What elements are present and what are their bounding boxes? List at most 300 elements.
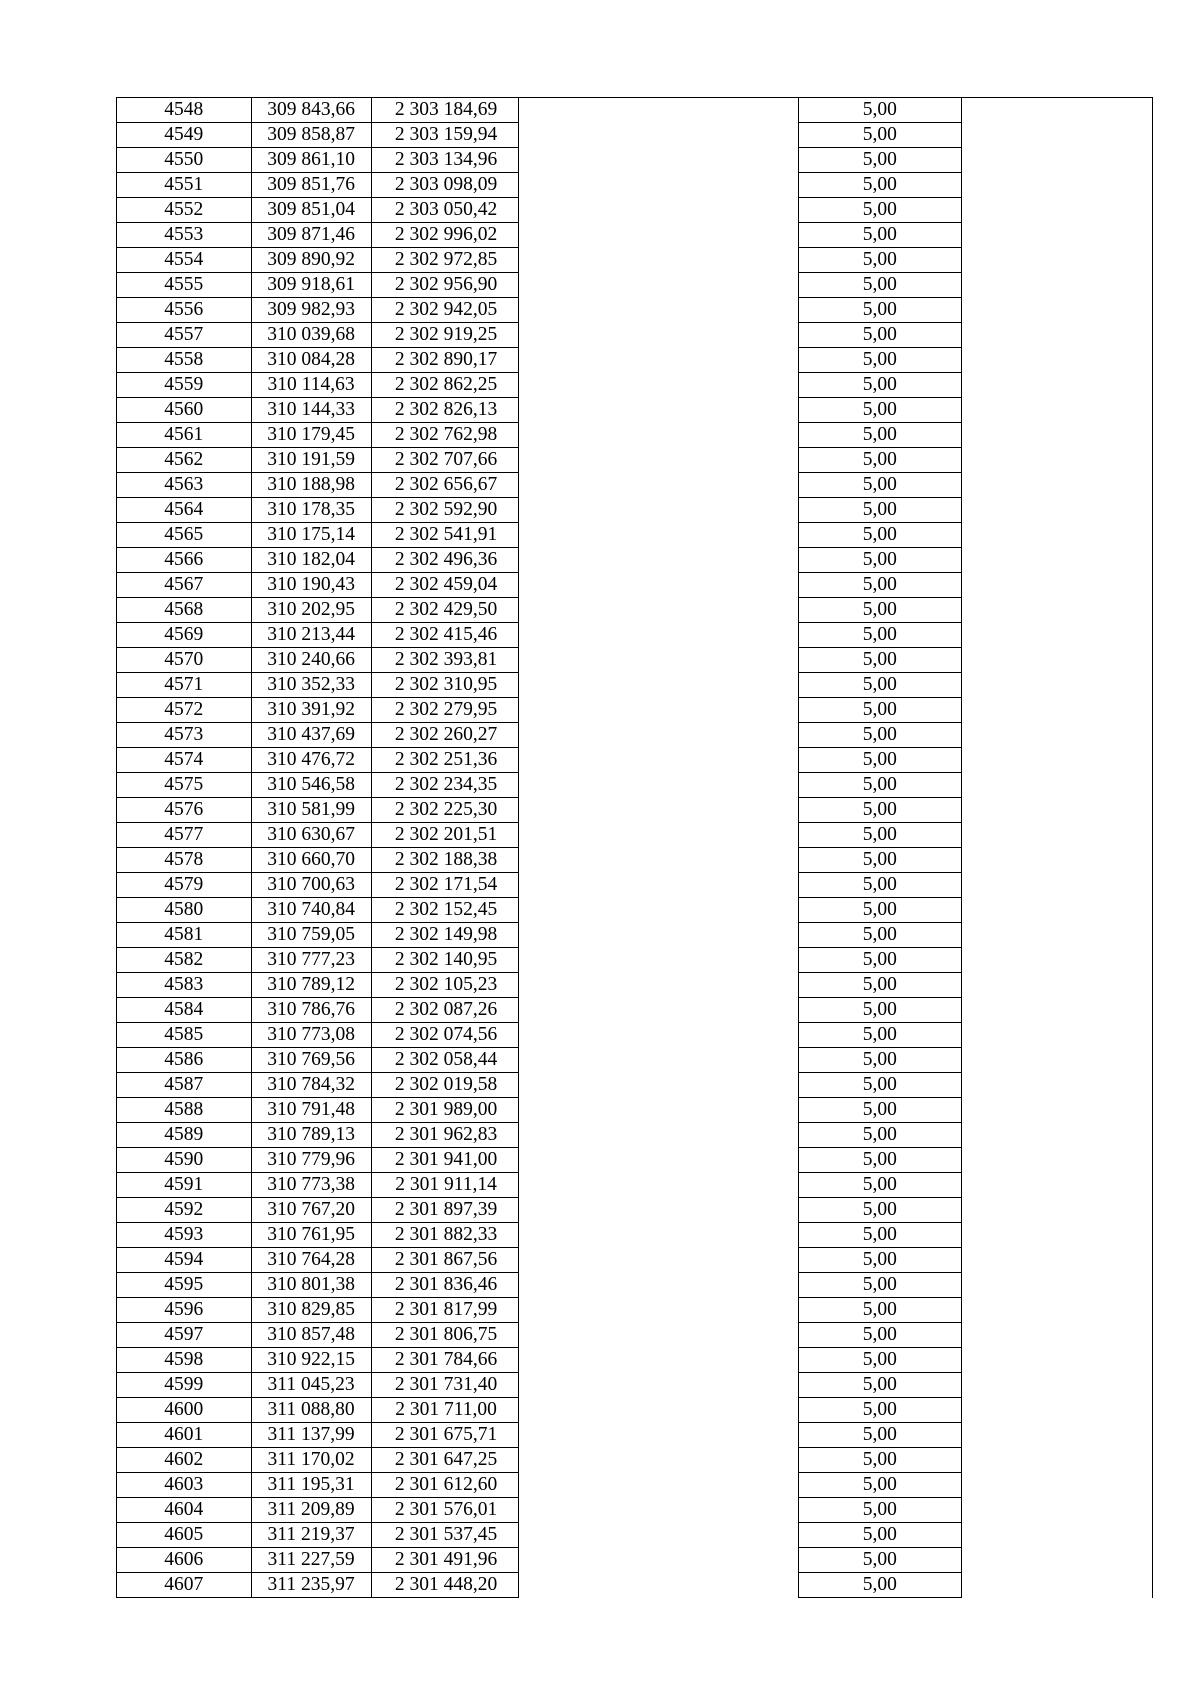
x-coordinate-cell: 310 039,68 xyxy=(251,323,371,348)
y-coordinate-cell: 2 301 784,66 xyxy=(371,1348,519,1373)
empty-cell xyxy=(519,173,798,198)
accuracy-value-cell: 5,00 xyxy=(798,448,961,473)
y-coordinate-cell: 2 303 159,94 xyxy=(371,123,519,148)
empty-cell xyxy=(519,623,798,648)
empty-cell xyxy=(961,173,1152,198)
point-number-cell: 4595 xyxy=(117,1273,252,1298)
x-coordinate-cell: 310 700,63 xyxy=(251,873,371,898)
point-number-cell: 4577 xyxy=(117,823,252,848)
x-coordinate-cell: 310 761,95 xyxy=(251,1223,371,1248)
table-row xyxy=(117,1298,1153,1323)
empty-cell xyxy=(519,1448,798,1473)
x-coordinate-cell: 310 546,58 xyxy=(251,773,371,798)
empty-cell xyxy=(961,98,1152,123)
empty-cell xyxy=(961,923,1152,948)
x-coordinate-cell: 309 858,87 xyxy=(251,123,371,148)
y-coordinate-cell: 2 302 019,58 xyxy=(371,1073,519,1098)
table-row xyxy=(117,548,1153,573)
table-row xyxy=(117,623,1153,648)
y-coordinate-cell: 2 302 149,98 xyxy=(371,923,519,948)
x-coordinate-cell: 310 188,98 xyxy=(251,473,371,498)
point-number-cell: 4565 xyxy=(117,523,252,548)
table-row xyxy=(117,1123,1153,1148)
x-coordinate-cell: 310 476,72 xyxy=(251,748,371,773)
empty-cell xyxy=(961,1423,1152,1448)
point-number-cell: 4588 xyxy=(117,1098,252,1123)
point-number-cell: 4563 xyxy=(117,473,252,498)
table-row xyxy=(117,673,1153,698)
x-coordinate-cell: 310 764,28 xyxy=(251,1248,371,1273)
table-row xyxy=(117,448,1153,473)
y-coordinate-cell: 2 301 817,99 xyxy=(371,1298,519,1323)
y-coordinate-cell: 2 301 989,00 xyxy=(371,1098,519,1123)
y-coordinate-cell: 2 302 707,66 xyxy=(371,448,519,473)
table-row xyxy=(117,773,1153,798)
empty-cell xyxy=(519,923,798,948)
y-coordinate-cell: 2 303 184,69 xyxy=(371,98,519,123)
x-coordinate-cell: 310 660,70 xyxy=(251,848,371,873)
point-number-cell: 4591 xyxy=(117,1173,252,1198)
empty-cell xyxy=(519,598,798,623)
y-coordinate-cell: 2 301 576,01 xyxy=(371,1498,519,1523)
point-number-cell: 4594 xyxy=(117,1248,252,1273)
table-row xyxy=(117,1198,1153,1223)
table-row xyxy=(117,398,1153,423)
y-coordinate-cell: 2 301 882,33 xyxy=(371,1223,519,1248)
accuracy-value-cell: 5,00 xyxy=(798,223,961,248)
empty-cell xyxy=(961,1223,1152,1248)
x-coordinate-cell: 310 240,66 xyxy=(251,648,371,673)
accuracy-value-cell: 5,00 xyxy=(798,1373,961,1398)
point-number-cell: 4579 xyxy=(117,873,252,898)
x-coordinate-cell: 310 829,85 xyxy=(251,1298,371,1323)
accuracy-value-cell: 5,00 xyxy=(798,1448,961,1473)
table-row xyxy=(117,1523,1153,1548)
accuracy-value-cell: 5,00 xyxy=(798,1098,961,1123)
x-coordinate-cell: 311 227,59 xyxy=(251,1548,371,1573)
empty-cell xyxy=(519,223,798,248)
table-row xyxy=(117,248,1153,273)
empty-cell xyxy=(519,473,798,498)
point-number-cell: 4570 xyxy=(117,648,252,673)
table-row xyxy=(117,923,1153,948)
empty-cell xyxy=(519,198,798,223)
y-coordinate-cell: 2 302 074,56 xyxy=(371,1023,519,1048)
x-coordinate-cell: 309 982,93 xyxy=(251,298,371,323)
empty-cell xyxy=(961,1523,1152,1548)
empty-cell xyxy=(519,1498,798,1523)
accuracy-value-cell: 5,00 xyxy=(798,1523,961,1548)
x-coordinate-cell: 309 918,61 xyxy=(251,273,371,298)
empty-cell xyxy=(519,648,798,673)
accuracy-value-cell: 5,00 xyxy=(798,1323,961,1348)
empty-cell xyxy=(961,898,1152,923)
empty-cell xyxy=(961,498,1152,523)
empty-cell xyxy=(961,373,1152,398)
accuracy-value-cell: 5,00 xyxy=(798,723,961,748)
accuracy-value-cell: 5,00 xyxy=(798,848,961,873)
y-coordinate-cell: 2 302 656,67 xyxy=(371,473,519,498)
accuracy-value-cell: 5,00 xyxy=(798,523,961,548)
y-coordinate-cell: 2 302 393,81 xyxy=(371,648,519,673)
empty-cell xyxy=(519,1048,798,1073)
empty-cell xyxy=(961,398,1152,423)
point-number-cell: 4549 xyxy=(117,123,252,148)
empty-cell xyxy=(961,223,1152,248)
empty-cell xyxy=(961,723,1152,748)
empty-cell xyxy=(961,1473,1152,1498)
point-number-cell: 4574 xyxy=(117,748,252,773)
accuracy-value-cell: 5,00 xyxy=(798,1173,961,1198)
accuracy-value-cell: 5,00 xyxy=(798,473,961,498)
empty-cell xyxy=(519,298,798,323)
point-number-cell: 4572 xyxy=(117,698,252,723)
y-coordinate-cell: 2 302 251,36 xyxy=(371,748,519,773)
empty-cell xyxy=(961,1098,1152,1123)
point-number-cell: 4569 xyxy=(117,623,252,648)
x-coordinate-cell: 310 789,12 xyxy=(251,973,371,998)
empty-cell xyxy=(519,748,798,773)
y-coordinate-cell: 2 302 459,04 xyxy=(371,573,519,598)
table-row xyxy=(117,573,1153,598)
accuracy-value-cell: 5,00 xyxy=(798,173,961,198)
empty-cell xyxy=(961,1123,1152,1148)
x-coordinate-cell: 310 191,59 xyxy=(251,448,371,473)
table-row xyxy=(117,148,1153,173)
x-coordinate-cell: 311 235,97 xyxy=(251,1573,371,1598)
y-coordinate-cell: 2 302 592,90 xyxy=(371,498,519,523)
empty-cell xyxy=(519,1573,798,1598)
point-number-cell: 4605 xyxy=(117,1523,252,1548)
x-coordinate-cell: 310 779,96 xyxy=(251,1148,371,1173)
empty-cell xyxy=(961,798,1152,823)
accuracy-value-cell: 5,00 xyxy=(798,748,961,773)
empty-cell xyxy=(519,1473,798,1498)
y-coordinate-cell: 2 302 429,50 xyxy=(371,598,519,623)
empty-cell xyxy=(519,398,798,423)
empty-cell xyxy=(519,1348,798,1373)
y-coordinate-cell: 2 301 491,96 xyxy=(371,1548,519,1573)
accuracy-value-cell: 5,00 xyxy=(798,948,961,973)
accuracy-value-cell: 5,00 xyxy=(798,248,961,273)
accuracy-value-cell: 5,00 xyxy=(798,1548,961,1573)
empty-cell xyxy=(519,798,798,823)
accuracy-value-cell: 5,00 xyxy=(798,1148,961,1173)
empty-cell xyxy=(519,1173,798,1198)
y-coordinate-cell: 2 302 058,44 xyxy=(371,1048,519,1073)
table-row xyxy=(117,1173,1153,1198)
x-coordinate-cell: 311 045,23 xyxy=(251,1373,371,1398)
point-number-cell: 4580 xyxy=(117,898,252,923)
accuracy-value-cell: 5,00 xyxy=(798,123,961,148)
y-coordinate-cell: 2 302 972,85 xyxy=(371,248,519,273)
point-number-cell: 4586 xyxy=(117,1048,252,1073)
y-coordinate-cell: 2 302 234,35 xyxy=(371,773,519,798)
accuracy-value-cell: 5,00 xyxy=(798,873,961,898)
empty-cell xyxy=(961,998,1152,1023)
empty-cell xyxy=(961,1498,1152,1523)
table-row xyxy=(117,1348,1153,1373)
table-row xyxy=(117,723,1153,748)
accuracy-value-cell: 5,00 xyxy=(798,198,961,223)
empty-cell xyxy=(961,573,1152,598)
point-number-cell: 4583 xyxy=(117,973,252,998)
empty-cell xyxy=(961,773,1152,798)
empty-cell xyxy=(961,1073,1152,1098)
table-row xyxy=(117,1273,1153,1298)
y-coordinate-cell: 2 301 711,00 xyxy=(371,1398,519,1423)
empty-cell xyxy=(519,1073,798,1098)
y-coordinate-cell: 2 302 087,26 xyxy=(371,998,519,1023)
accuracy-value-cell: 5,00 xyxy=(798,598,961,623)
empty-cell xyxy=(961,548,1152,573)
table-row xyxy=(117,748,1153,773)
empty-cell xyxy=(961,1023,1152,1048)
accuracy-value-cell: 5,00 xyxy=(798,548,961,573)
table-row xyxy=(117,1473,1153,1498)
point-number-cell: 4601 xyxy=(117,1423,252,1448)
table-row xyxy=(117,123,1153,148)
table-row xyxy=(117,1548,1153,1573)
empty-cell xyxy=(961,1448,1152,1473)
x-coordinate-cell: 309 843,66 xyxy=(251,98,371,123)
empty-cell xyxy=(519,1098,798,1123)
point-number-cell: 4596 xyxy=(117,1298,252,1323)
x-coordinate-cell: 310 114,63 xyxy=(251,373,371,398)
y-coordinate-cell: 2 301 612,60 xyxy=(371,1473,519,1498)
point-number-cell: 4590 xyxy=(117,1148,252,1173)
point-number-cell: 4599 xyxy=(117,1373,252,1398)
empty-cell xyxy=(961,673,1152,698)
empty-cell xyxy=(961,823,1152,848)
x-coordinate-cell: 310 773,38 xyxy=(251,1173,371,1198)
point-number-cell: 4558 xyxy=(117,348,252,373)
y-coordinate-cell: 2 302 188,38 xyxy=(371,848,519,873)
y-coordinate-cell: 2 302 996,02 xyxy=(371,223,519,248)
table-row xyxy=(117,373,1153,398)
point-number-cell: 4578 xyxy=(117,848,252,873)
point-number-cell: 4567 xyxy=(117,573,252,598)
point-number-cell: 4597 xyxy=(117,1323,252,1348)
y-coordinate-cell: 2 301 448,20 xyxy=(371,1573,519,1598)
accuracy-value-cell: 5,00 xyxy=(798,1423,961,1448)
point-number-cell: 4555 xyxy=(117,273,252,298)
empty-cell xyxy=(961,1298,1152,1323)
empty-cell xyxy=(961,698,1152,723)
empty-cell xyxy=(519,698,798,723)
point-number-cell: 4560 xyxy=(117,398,252,423)
empty-cell xyxy=(519,123,798,148)
empty-cell xyxy=(961,1148,1152,1173)
table-row xyxy=(117,1323,1153,1348)
table-row xyxy=(117,998,1153,1023)
empty-cell xyxy=(519,1198,798,1223)
point-number-cell: 4551 xyxy=(117,173,252,198)
empty-cell xyxy=(961,973,1152,998)
empty-cell xyxy=(519,1523,798,1548)
table-row xyxy=(117,1073,1153,1098)
point-number-cell: 4568 xyxy=(117,598,252,623)
x-coordinate-cell: 311 137,99 xyxy=(251,1423,371,1448)
x-coordinate-cell: 310 630,67 xyxy=(251,823,371,848)
point-number-cell: 4598 xyxy=(117,1348,252,1373)
x-coordinate-cell: 310 759,05 xyxy=(251,923,371,948)
table-row xyxy=(117,323,1153,348)
accuracy-value-cell: 5,00 xyxy=(798,648,961,673)
point-number-cell: 4584 xyxy=(117,998,252,1023)
y-coordinate-cell: 2 301 867,56 xyxy=(371,1248,519,1273)
empty-cell xyxy=(519,1123,798,1148)
x-coordinate-cell: 311 219,37 xyxy=(251,1523,371,1548)
point-number-cell: 4593 xyxy=(117,1223,252,1248)
x-coordinate-cell: 310 786,76 xyxy=(251,998,371,1023)
table-row xyxy=(117,798,1153,823)
point-number-cell: 4604 xyxy=(117,1498,252,1523)
point-number-cell: 4585 xyxy=(117,1023,252,1048)
table-row xyxy=(117,823,1153,848)
y-coordinate-cell: 2 302 919,25 xyxy=(371,323,519,348)
x-coordinate-cell: 310 437,69 xyxy=(251,723,371,748)
y-coordinate-cell: 2 301 911,14 xyxy=(371,1173,519,1198)
point-number-cell: 4554 xyxy=(117,248,252,273)
point-number-cell: 4582 xyxy=(117,948,252,973)
table-row xyxy=(117,348,1153,373)
table-row xyxy=(117,598,1153,623)
point-number-cell: 4550 xyxy=(117,148,252,173)
empty-cell xyxy=(519,148,798,173)
table-row xyxy=(117,898,1153,923)
empty-cell xyxy=(519,1423,798,1448)
accuracy-value-cell: 5,00 xyxy=(798,1248,961,1273)
empty-cell xyxy=(961,473,1152,498)
y-coordinate-cell: 2 301 731,40 xyxy=(371,1373,519,1398)
accuracy-value-cell: 5,00 xyxy=(798,1573,961,1598)
empty-cell xyxy=(519,1323,798,1348)
y-coordinate-cell: 2 303 050,42 xyxy=(371,198,519,223)
table-row xyxy=(117,1498,1153,1523)
point-number-cell: 4587 xyxy=(117,1073,252,1098)
empty-cell xyxy=(519,973,798,998)
y-coordinate-cell: 2 301 941,00 xyxy=(371,1148,519,1173)
table-row xyxy=(117,1098,1153,1123)
coordinates-table xyxy=(116,97,1153,1598)
y-coordinate-cell: 2 301 675,71 xyxy=(371,1423,519,1448)
x-coordinate-cell: 310 777,23 xyxy=(251,948,371,973)
y-coordinate-cell: 2 302 956,90 xyxy=(371,273,519,298)
accuracy-value-cell: 5,00 xyxy=(798,423,961,448)
accuracy-value-cell: 5,00 xyxy=(798,1473,961,1498)
x-coordinate-cell: 309 851,76 xyxy=(251,173,371,198)
accuracy-value-cell: 5,00 xyxy=(798,398,961,423)
point-number-cell: 4606 xyxy=(117,1548,252,1573)
x-coordinate-cell: 310 213,44 xyxy=(251,623,371,648)
empty-cell xyxy=(519,1273,798,1298)
empty-cell xyxy=(961,148,1152,173)
empty-cell xyxy=(519,823,798,848)
y-coordinate-cell: 2 302 762,98 xyxy=(371,423,519,448)
empty-cell xyxy=(961,198,1152,223)
point-number-cell: 4573 xyxy=(117,723,252,748)
x-coordinate-cell: 310 791,48 xyxy=(251,1098,371,1123)
accuracy-value-cell: 5,00 xyxy=(798,1048,961,1073)
accuracy-value-cell: 5,00 xyxy=(798,898,961,923)
x-coordinate-cell: 311 195,31 xyxy=(251,1473,371,1498)
table-row xyxy=(117,173,1153,198)
empty-cell xyxy=(519,1298,798,1323)
empty-cell xyxy=(961,1348,1152,1373)
table-row xyxy=(117,198,1153,223)
point-number-cell: 4603 xyxy=(117,1473,252,1498)
table-row xyxy=(117,1148,1153,1173)
accuracy-value-cell: 5,00 xyxy=(798,698,961,723)
empty-cell xyxy=(961,523,1152,548)
accuracy-value-cell: 5,00 xyxy=(798,1298,961,1323)
empty-cell xyxy=(961,1398,1152,1423)
x-coordinate-cell: 309 871,46 xyxy=(251,223,371,248)
y-coordinate-cell: 2 301 836,46 xyxy=(371,1273,519,1298)
x-coordinate-cell: 310 190,43 xyxy=(251,573,371,598)
empty-cell xyxy=(519,848,798,873)
y-coordinate-cell: 2 302 171,54 xyxy=(371,873,519,898)
empty-cell xyxy=(519,523,798,548)
empty-cell xyxy=(519,548,798,573)
table-row xyxy=(117,648,1153,673)
y-coordinate-cell: 2 302 260,27 xyxy=(371,723,519,748)
y-coordinate-cell: 2 302 942,05 xyxy=(371,298,519,323)
x-coordinate-cell: 310 857,48 xyxy=(251,1323,371,1348)
y-coordinate-cell: 2 302 826,13 xyxy=(371,398,519,423)
accuracy-value-cell: 5,00 xyxy=(798,1498,961,1523)
x-coordinate-cell: 311 209,89 xyxy=(251,1498,371,1523)
empty-cell xyxy=(961,1248,1152,1273)
accuracy-value-cell: 5,00 xyxy=(798,273,961,298)
point-number-cell: 4575 xyxy=(117,773,252,798)
y-coordinate-cell: 2 302 862,25 xyxy=(371,373,519,398)
empty-cell xyxy=(519,1223,798,1248)
point-number-cell: 4561 xyxy=(117,423,252,448)
empty-cell xyxy=(519,98,798,123)
empty-cell xyxy=(961,1173,1152,1198)
x-coordinate-cell: 310 789,13 xyxy=(251,1123,371,1148)
empty-cell xyxy=(961,248,1152,273)
point-number-cell: 4592 xyxy=(117,1198,252,1223)
x-coordinate-cell: 311 170,02 xyxy=(251,1448,371,1473)
empty-cell xyxy=(961,273,1152,298)
accuracy-value-cell: 5,00 xyxy=(798,623,961,648)
empty-cell xyxy=(961,948,1152,973)
accuracy-value-cell: 5,00 xyxy=(798,923,961,948)
empty-cell xyxy=(961,298,1152,323)
empty-cell xyxy=(519,673,798,698)
accuracy-value-cell: 5,00 xyxy=(798,1198,961,1223)
y-coordinate-cell: 2 301 897,39 xyxy=(371,1198,519,1223)
empty-cell xyxy=(961,748,1152,773)
accuracy-value-cell: 5,00 xyxy=(798,98,961,123)
empty-cell xyxy=(961,1198,1152,1223)
empty-cell xyxy=(519,1398,798,1423)
y-coordinate-cell: 2 302 225,30 xyxy=(371,798,519,823)
table-row xyxy=(117,1223,1153,1248)
y-coordinate-cell: 2 301 962,83 xyxy=(371,1123,519,1148)
accuracy-value-cell: 5,00 xyxy=(798,573,961,598)
point-number-cell: 4566 xyxy=(117,548,252,573)
point-number-cell: 4564 xyxy=(117,498,252,523)
empty-cell xyxy=(961,323,1152,348)
x-coordinate-cell: 309 890,92 xyxy=(251,248,371,273)
empty-cell xyxy=(519,423,798,448)
y-coordinate-cell: 2 302 201,51 xyxy=(371,823,519,848)
table-row xyxy=(117,523,1153,548)
